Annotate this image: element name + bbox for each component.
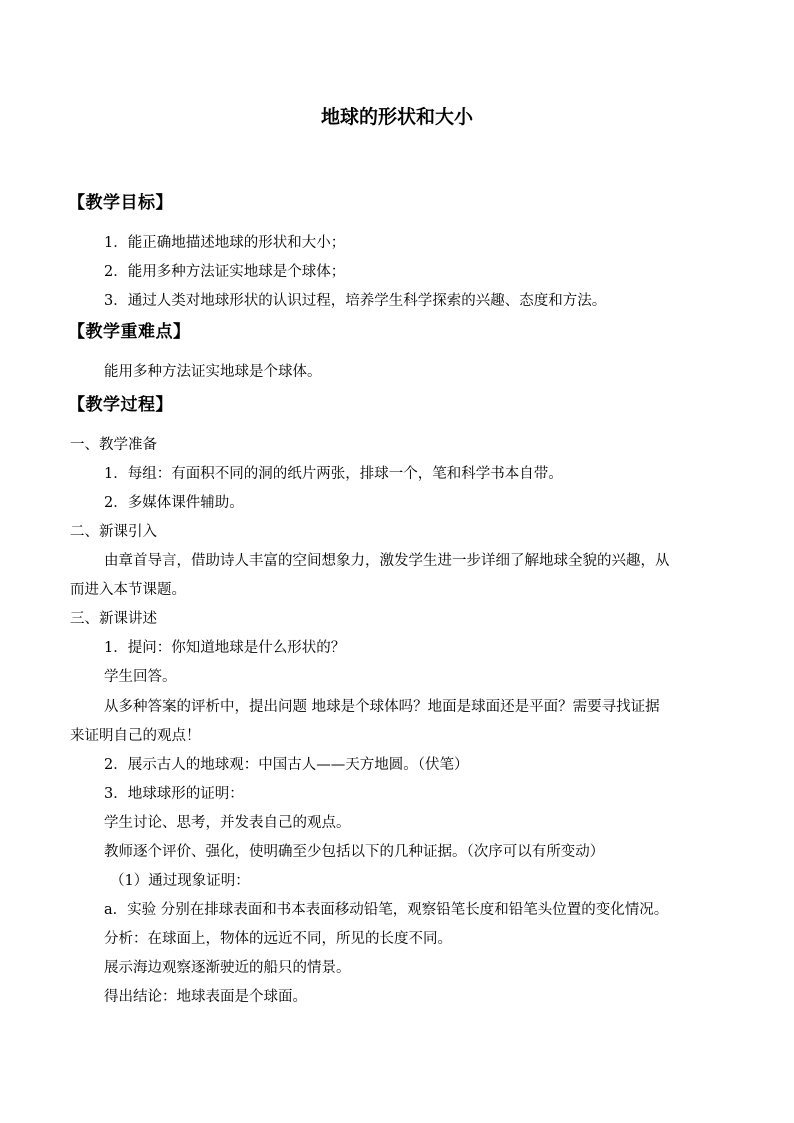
process-part2-heading: 二、新课引入 [70, 524, 157, 540]
page-title: 地球的形状和大小 [320, 106, 473, 128]
process-part3-line-6: 3．地球球形的证明： [104, 786, 244, 802]
process-part3-line-11: 分析：在球面上，物体的远近不同，所见的长度不同。 [104, 931, 452, 947]
process-part3-line-12: 展示海边观察逐渐驶近的船只的情景。 [104, 960, 351, 976]
process-part1-item-2: 2．多媒体课件辅助。 [104, 495, 244, 511]
section-heading-objectives: 【教学目标】 [68, 193, 173, 213]
process-part3-line-3: 从多种答案的评析中，提出问题 地球是个球体吗？地面是球面还是平面？需要寻找证据 [104, 699, 660, 715]
objective-item-3: 3．通过人类对地球形状的认识过程，培养学生科学探索的兴趣、态度和方法。 [104, 293, 607, 309]
process-part3-line-9: （1）通过现象证明： [110, 873, 250, 889]
section-heading-process: 【教学过程】 [68, 395, 173, 415]
objective-item-2: 2．能用多种方法证实地球是个球体； [104, 264, 346, 280]
process-part3-heading: 三、新课讲述 [70, 611, 157, 627]
process-part3-line-2: 学生回答。 [104, 669, 177, 685]
process-part3-line-13: 得出结论：地球表面是个球面。 [104, 989, 307, 1005]
section-heading-key-points: 【教学重难点】 [68, 322, 191, 342]
process-part3-line-1: 1．提问：你知道地球是什么形状的？ [104, 640, 346, 656]
process-part3-line-7: 学生讨论、思考，并发表自己的观点。 [104, 815, 351, 831]
process-part3-line-4: 来证明自己的观点！ [70, 728, 201, 744]
process-part2-line-2: 而进入本节课题。 [70, 582, 186, 598]
process-part3-line-8: 教师逐个评价、强化，使明确至少包括以下的几种证据。（次序可以有所变动） [104, 844, 605, 860]
key-points-text: 能用多种方法证实地球是个球体。 [104, 364, 322, 380]
process-part1-heading: 一、教学准备 [70, 437, 157, 453]
process-part3-line-10: a．实验 分别在排球表面和书本表面移动铅笔，观察铅笔长度和铅笔头位置的变化情况。 [104, 902, 669, 918]
process-part1-item-1: 1．每组：有面积不同的洞的纸片两张，排球一个，笔和科学书本自带。 [104, 466, 563, 482]
process-part3-line-5: 2．展示古人的地球观：中国古人——天方地圆。（伏笔） [104, 757, 469, 773]
objective-item-1: 1．能正确地描述地球的形状和大小； [104, 235, 346, 251]
process-part2-line-1: 由章首导言，借助诗人丰富的空间想象力，激发学生进一步详细了解地球全貌的兴趣，从 [104, 553, 670, 569]
